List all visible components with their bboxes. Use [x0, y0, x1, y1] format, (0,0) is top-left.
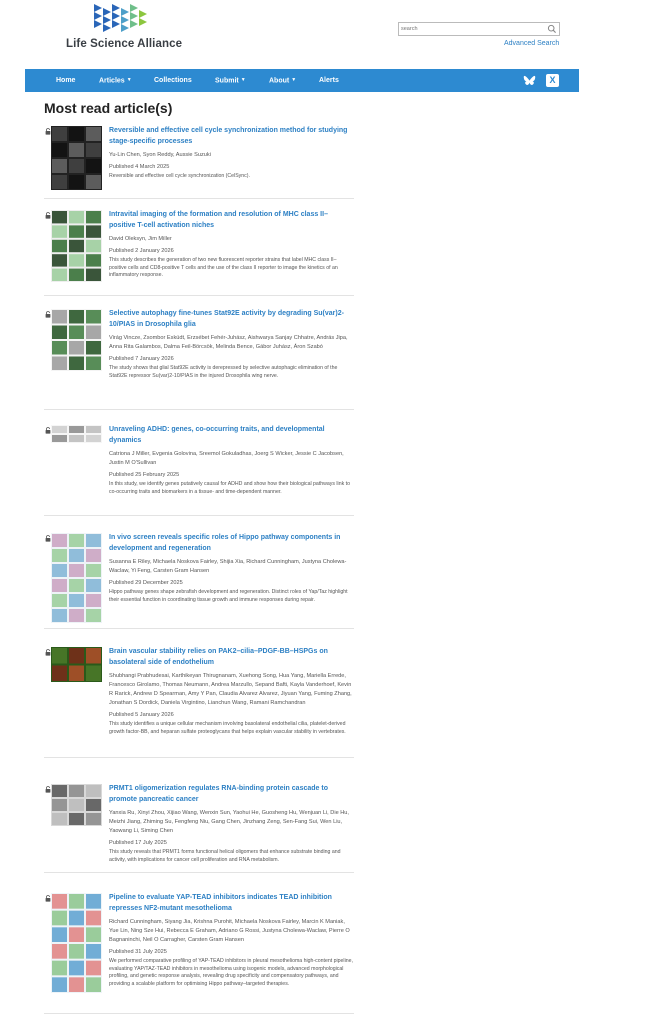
article-item — [44, 309, 354, 410]
article-thumbnail[interactable] — [51, 210, 102, 282]
article-title-link[interactable]: Brain vascular stability relies on PAK2–cilia–PDGF-BB–HSPGs on basolateral side of endothelium — [109, 648, 328, 666]
article-date: Published 31 July 2025 — [109, 949, 167, 955]
article-body — [109, 533, 353, 604]
article-item — [44, 425, 354, 516]
article-thumbnail[interactable] — [51, 784, 102, 826]
advanced-search-link[interactable]: Advanced Search — [504, 40, 560, 47]
article-summary: The study shows that glial Stat92E activity is derepressed by selective autophagic elimination of the Stat92E repressor Su(var)2-10/PIAS in the injured Drosophila wing nerve. — [109, 365, 338, 379]
article-thumbnail[interactable] — [51, 647, 102, 682]
article-title-link[interactable]: Selective autophagy fine-tunes Stat92E activity by degrading Su(var)2-10/PIAS in Drosophila glia — [109, 310, 344, 328]
article-item — [44, 784, 354, 873]
article-title-link[interactable]: Unraveling ADHD: genes, co-occurring traits, and developmental dynamics — [109, 426, 325, 444]
article-date: Published 2 January 2026 — [109, 248, 174, 254]
article-summary: We performed comparative profiling of YAP-TEAD inhibitors in pleural mesothelioma high-content pipeline, evaluating YAP/TAZ-TEAD inhibitors in mesothelioma using isogenic models, advanced morphological profiling, and genetic response analysis, revealing drug specificity and compensatory pathways, and providing a scalable platform for optimising Hippo pathway–targeted therapies. — [109, 958, 353, 987]
article-summary: In this study, we identify genes putatively causal for ADHD and show how their biological pathways link to co-occurring traits and biomarkers in a tissue- and time-dependent manner. — [109, 481, 350, 495]
article-thumbnail[interactable] — [51, 425, 102, 443]
article-thumbnail[interactable] — [51, 309, 102, 371]
search-icon[interactable] — [547, 24, 557, 34]
article-thumbnail[interactable] — [51, 893, 102, 993]
page-title: Most read article(s) — [44, 100, 173, 116]
nav-collections-label: Collections — [154, 77, 192, 84]
article-body — [109, 893, 353, 988]
nav-about[interactable] — [269, 69, 296, 92]
article-thumbnail[interactable] — [51, 126, 102, 190]
nav-home-label: Home — [56, 77, 76, 84]
article-body — [109, 126, 353, 181]
article-date: Published 25 February 2025 — [109, 472, 180, 478]
article-item — [44, 893, 354, 1014]
article-authors: Richard Cunningham, Siyang Jia, Krishna Purohit, Michaela Noskova Fairley, Marcin K Maniak, Yue Lin, Ning Sze Hui, Rebecca E Graham, Adriano G Rossi, Justyna Cholewa-Waclaw, Pierre O Bagnaninchi, Neil O Carragher, Carsten Gram Hansen — [109, 919, 350, 943]
article-title-link[interactable]: Pipeline to evaluate YAP-TEAD inhibitors indicates TEAD inhibition represses NF2-mutant mesothelioma — [109, 894, 332, 912]
article-authors: Catriona J Miller, Evgenia Golovina, Sreemol Gokuladhas, Joerg S Wicker, Jessie C Jacobsen, Justin M O'Sullivan — [109, 451, 344, 466]
article-date: Published 5 January 2026 — [109, 712, 174, 718]
article-body — [109, 647, 353, 736]
nav-submit-label: Submit — [215, 77, 239, 85]
bluesky-icon[interactable] — [523, 74, 536, 87]
article-authors: Virág Vincze, Zsombor Esküdt, Erzsébet Fehér-Juhász, Aishwarya Sanjay Chhatre, András Jipa, Anna Rita Galambos, Dalma Feil-Börcsök, Melinda Bence, Gábor Juhász, Áron Szabó — [109, 335, 348, 350]
article-date: Published 4 March 2025 — [109, 164, 170, 170]
nav-articles[interactable] — [99, 69, 132, 92]
nav-collections[interactable] — [154, 69, 192, 92]
site-name: Life Science Alliance — [66, 38, 183, 50]
x-icon[interactable]: X — [546, 74, 559, 87]
article-authors: Yu-Lin Chen, Syon Reddy, Aussie Suzuki — [109, 152, 211, 158]
caret-down-icon: ▼ — [126, 77, 132, 83]
article-thumbnail[interactable] — [51, 533, 102, 623]
nav-articles-label: Articles — [99, 77, 125, 85]
article-summary: Hippo pathway genes shape zebrafish development and regeneration. Distinct roles of Yap/Taz highlight their essential function in coordinating tissue growth and immune responses during repair. — [109, 589, 348, 603]
article-body — [109, 309, 353, 380]
article-summary: This study reveals that PRMT1 forms functional helical oligomers that enhance substrate binding and activity, with implications for cancer cell proliferation and RNA metabolism. — [109, 849, 341, 863]
article-authors: David Oleksyn, Jim Miller — [109, 236, 172, 242]
search-input[interactable] — [401, 23, 541, 35]
article-summary: Reversible and effective cell cycle synchronization (CelSync). — [109, 173, 250, 179]
article-item — [44, 126, 354, 199]
article-body — [109, 210, 353, 280]
main-navigation — [25, 69, 579, 92]
article-authors: Yanxia Ru, Xinyi Zhou, Xijiao Wang, Wenxin Sun, Yaohui He, Guosheng Hu, Wenjuan Li, Die Hu, Meizhi Jiang, Zhiming Su, Fengfeng Niu, Gang Chen, Jinzhang Zeng, Sen-Fang Sui, Wen Liu, Yaowang Li, Siming Chen — [109, 810, 349, 834]
article-date: Published 29 December 2025 — [109, 580, 183, 586]
search-box — [398, 22, 560, 36]
nav-alerts[interactable] — [319, 69, 339, 92]
caret-down-icon: ▼ — [291, 77, 297, 83]
site-logo[interactable] — [66, 4, 186, 54]
caret-down-icon: ▼ — [240, 77, 246, 83]
alliance-logo-icon — [94, 4, 150, 34]
article-authors: Susanna E Riley, Michaela Noskova Fairley, Shijia Xia, Richard Cunningham, Justyna Cholewa-Waclaw, Yi Feng, Carsten Gram Hansen — [109, 559, 347, 574]
article-title-link[interactable]: Reversible and effective cell cycle synchronization method for studying stage-specific processes — [109, 127, 348, 145]
article-item — [44, 647, 354, 758]
article-body — [109, 784, 353, 864]
article-item — [44, 533, 354, 629]
article-body — [109, 425, 353, 496]
article-title-link[interactable]: Intravital imaging of the formation and resolution of MHC class II–positive T-cell activation niches — [109, 211, 328, 229]
article-title-link[interactable]: PRMT1 oligomerization regulates RNA-binding protein cascade to promote pancreatic cancer — [109, 785, 328, 803]
article-authors: Shubhangi Prabhudesai, Karthikeyan Thirugnanam, Xuehong Song, Hua Yang, Mariella Errede, Francesco Girolamo, Thomas Neumann, Andrea Marzullo, Sepand Bafti, Kayla Vanderhoef, Kevin R Rarick, Andrew D Spearman, Amy Y Pan, Claudia Alvarez Alvarez, Jiyuan Yang, Fuming Zhang, Jonathan S Dordick, Daniela Virgintino, Lianchun Wang, Ramani Ramchandran — [109, 673, 352, 706]
nav-about-label: About — [269, 77, 290, 85]
nav-alerts-label: Alerts — [319, 77, 339, 84]
nav-submit[interactable] — [215, 69, 246, 92]
article-title-link[interactable]: In vivo screen reveals specific roles of Hippo pathway components in development and regeneration — [109, 534, 341, 552]
article-summary: This study identifies a unique cellular mechanism involving basolateral endothelial cilia, platelet-derived growth factor-BB, and heparan sulfate proteoglycans that helps explain vascular stability in vertebrates. — [109, 721, 346, 735]
article-item — [44, 210, 354, 296]
nav-home[interactable] — [56, 69, 75, 92]
article-date: Published 17 July 2025 — [109, 840, 167, 846]
article-summary: This study describes the generation of two new fluorescent reporter strains that label MHC class II–positive cells and CD8-positive T cells and the use of the class II reporter to image the kinetics of an inflammatory response. — [109, 257, 338, 279]
article-date: Published 7 January 2026 — [109, 356, 174, 362]
